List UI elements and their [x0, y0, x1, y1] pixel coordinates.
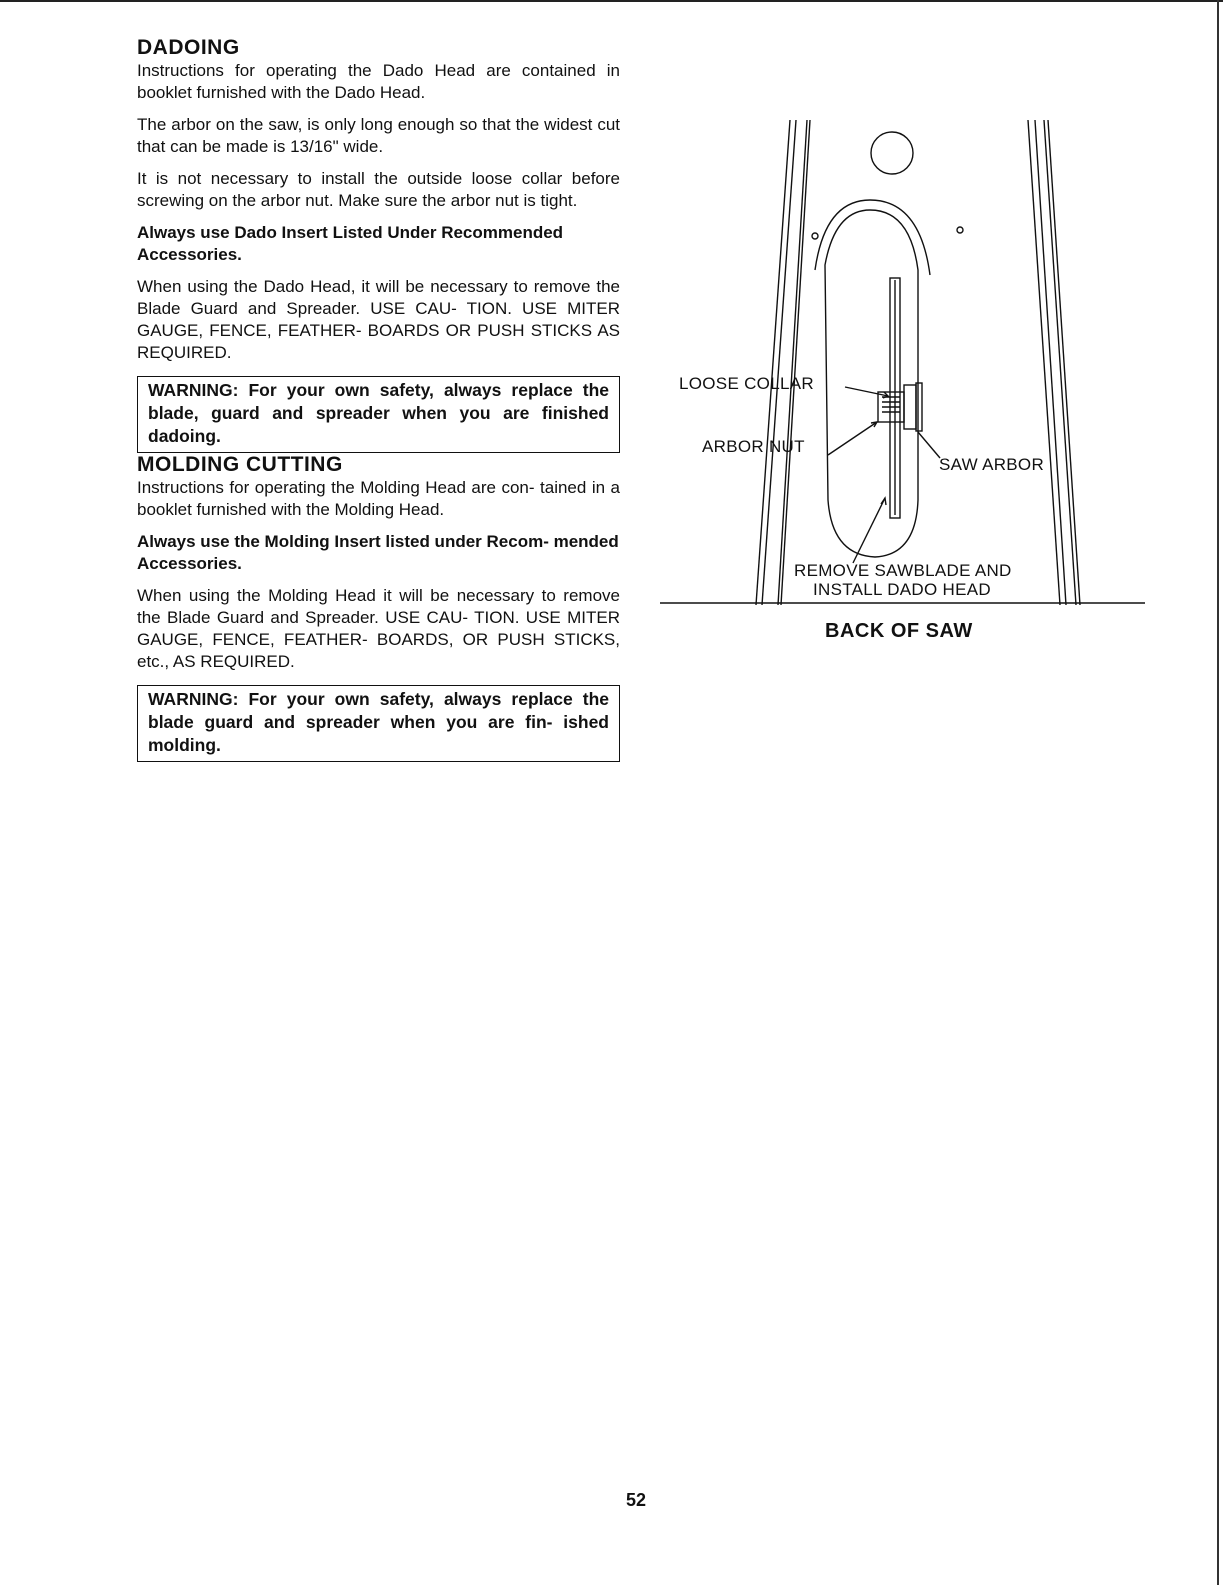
arbor-nut-leader: [828, 422, 877, 455]
text-column: [137, 36, 620, 762]
molding-warning-box: WARNING: For your own safety, always replace the blade guard and spreader when you are fin- ished molding.: [137, 685, 620, 762]
dadoing-insert-note: Always use Dado Insert Listed Under Recommended Accessories.: [137, 223, 564, 264]
dadoing-section: [137, 36, 620, 453]
figure-caption: BACK OF SAW: [825, 620, 973, 642]
round-hole: [871, 132, 913, 174]
arbor-nut-label: ARBOR NUT: [702, 437, 805, 456]
loose-collar-label: LOOSE COLLAR: [679, 374, 814, 393]
right-border-line: [1217, 0, 1219, 1585]
dadoing-paragraph-1: Instructions for operating the Dado Head are contained in booklet furnished with the Dado Head.: [137, 61, 620, 102]
dadoing-paragraph-2: The arbor on the saw, is only long enough so that the widest cut that can be made is 13/16" wide.: [137, 115, 620, 156]
loose-collar: [904, 385, 916, 429]
saw-arbor-label: SAW ARBOR: [939, 455, 1045, 474]
page-number: 52: [626, 1490, 647, 1510]
molding-section: [137, 453, 620, 762]
top-border-line: [0, 0, 1223, 2]
right-column-outer-line: [1044, 120, 1076, 605]
remove-sawblade-leader: [853, 498, 885, 563]
screw-left: [812, 233, 818, 239]
dadoing-paragraph-4: When using the Dado Head, it will be necessary to remove the Blade Guard and Spreader. USE CAU- TION. USE MITER GAUGE, FENCE, FEATHER- BOARDS OR PUSH STICKS AS REQUIRED.: [137, 277, 620, 362]
molding-insert-note: Always use the Molding Insert listed under Recom- mended Accessories.: [137, 532, 619, 573]
dadoing-paragraph-3: It is not necessary to install the outside loose collar before screwing on the arbor nut. Make sure the arbor nut is tight.: [137, 169, 620, 210]
screw-right: [957, 227, 963, 233]
molding-paragraph-1: Instructions for operating the Molding Head are con- tained in a booklet furnished with the Molding Head.: [137, 478, 620, 519]
right-column-inner-line: [1028, 120, 1060, 605]
saw-arbor-leader: [918, 432, 940, 458]
back-of-saw-figure: [660, 100, 1145, 660]
blade-throat-outline: [825, 210, 918, 557]
saw-arbor: [916, 383, 922, 431]
molding-heading: MOLDING CUTTING: [137, 453, 343, 476]
dadoing-heading: DADOING: [137, 36, 240, 59]
remove-sawblade-label-line1: REMOVE SAWBLADE AND: [794, 561, 1012, 580]
remove-sawblade-label-line2: INSTALL DADO HEAD: [813, 580, 991, 599]
molding-paragraph-2: When using the Molding Head it will be necessary to remove the Blade Guard and Spreader. USE CAU- TION. USE MITER GAUGE, FENCE, FEATHER- BOARDS, OR PUSH STICKS, etc., AS REQUIRED.: [137, 586, 620, 671]
dadoing-warning-box: WARNING: For your own safety, always replace the blade, guard and spreader when you are finished dadoing.: [137, 376, 620, 453]
left-column-inner-line: [778, 120, 807, 605]
